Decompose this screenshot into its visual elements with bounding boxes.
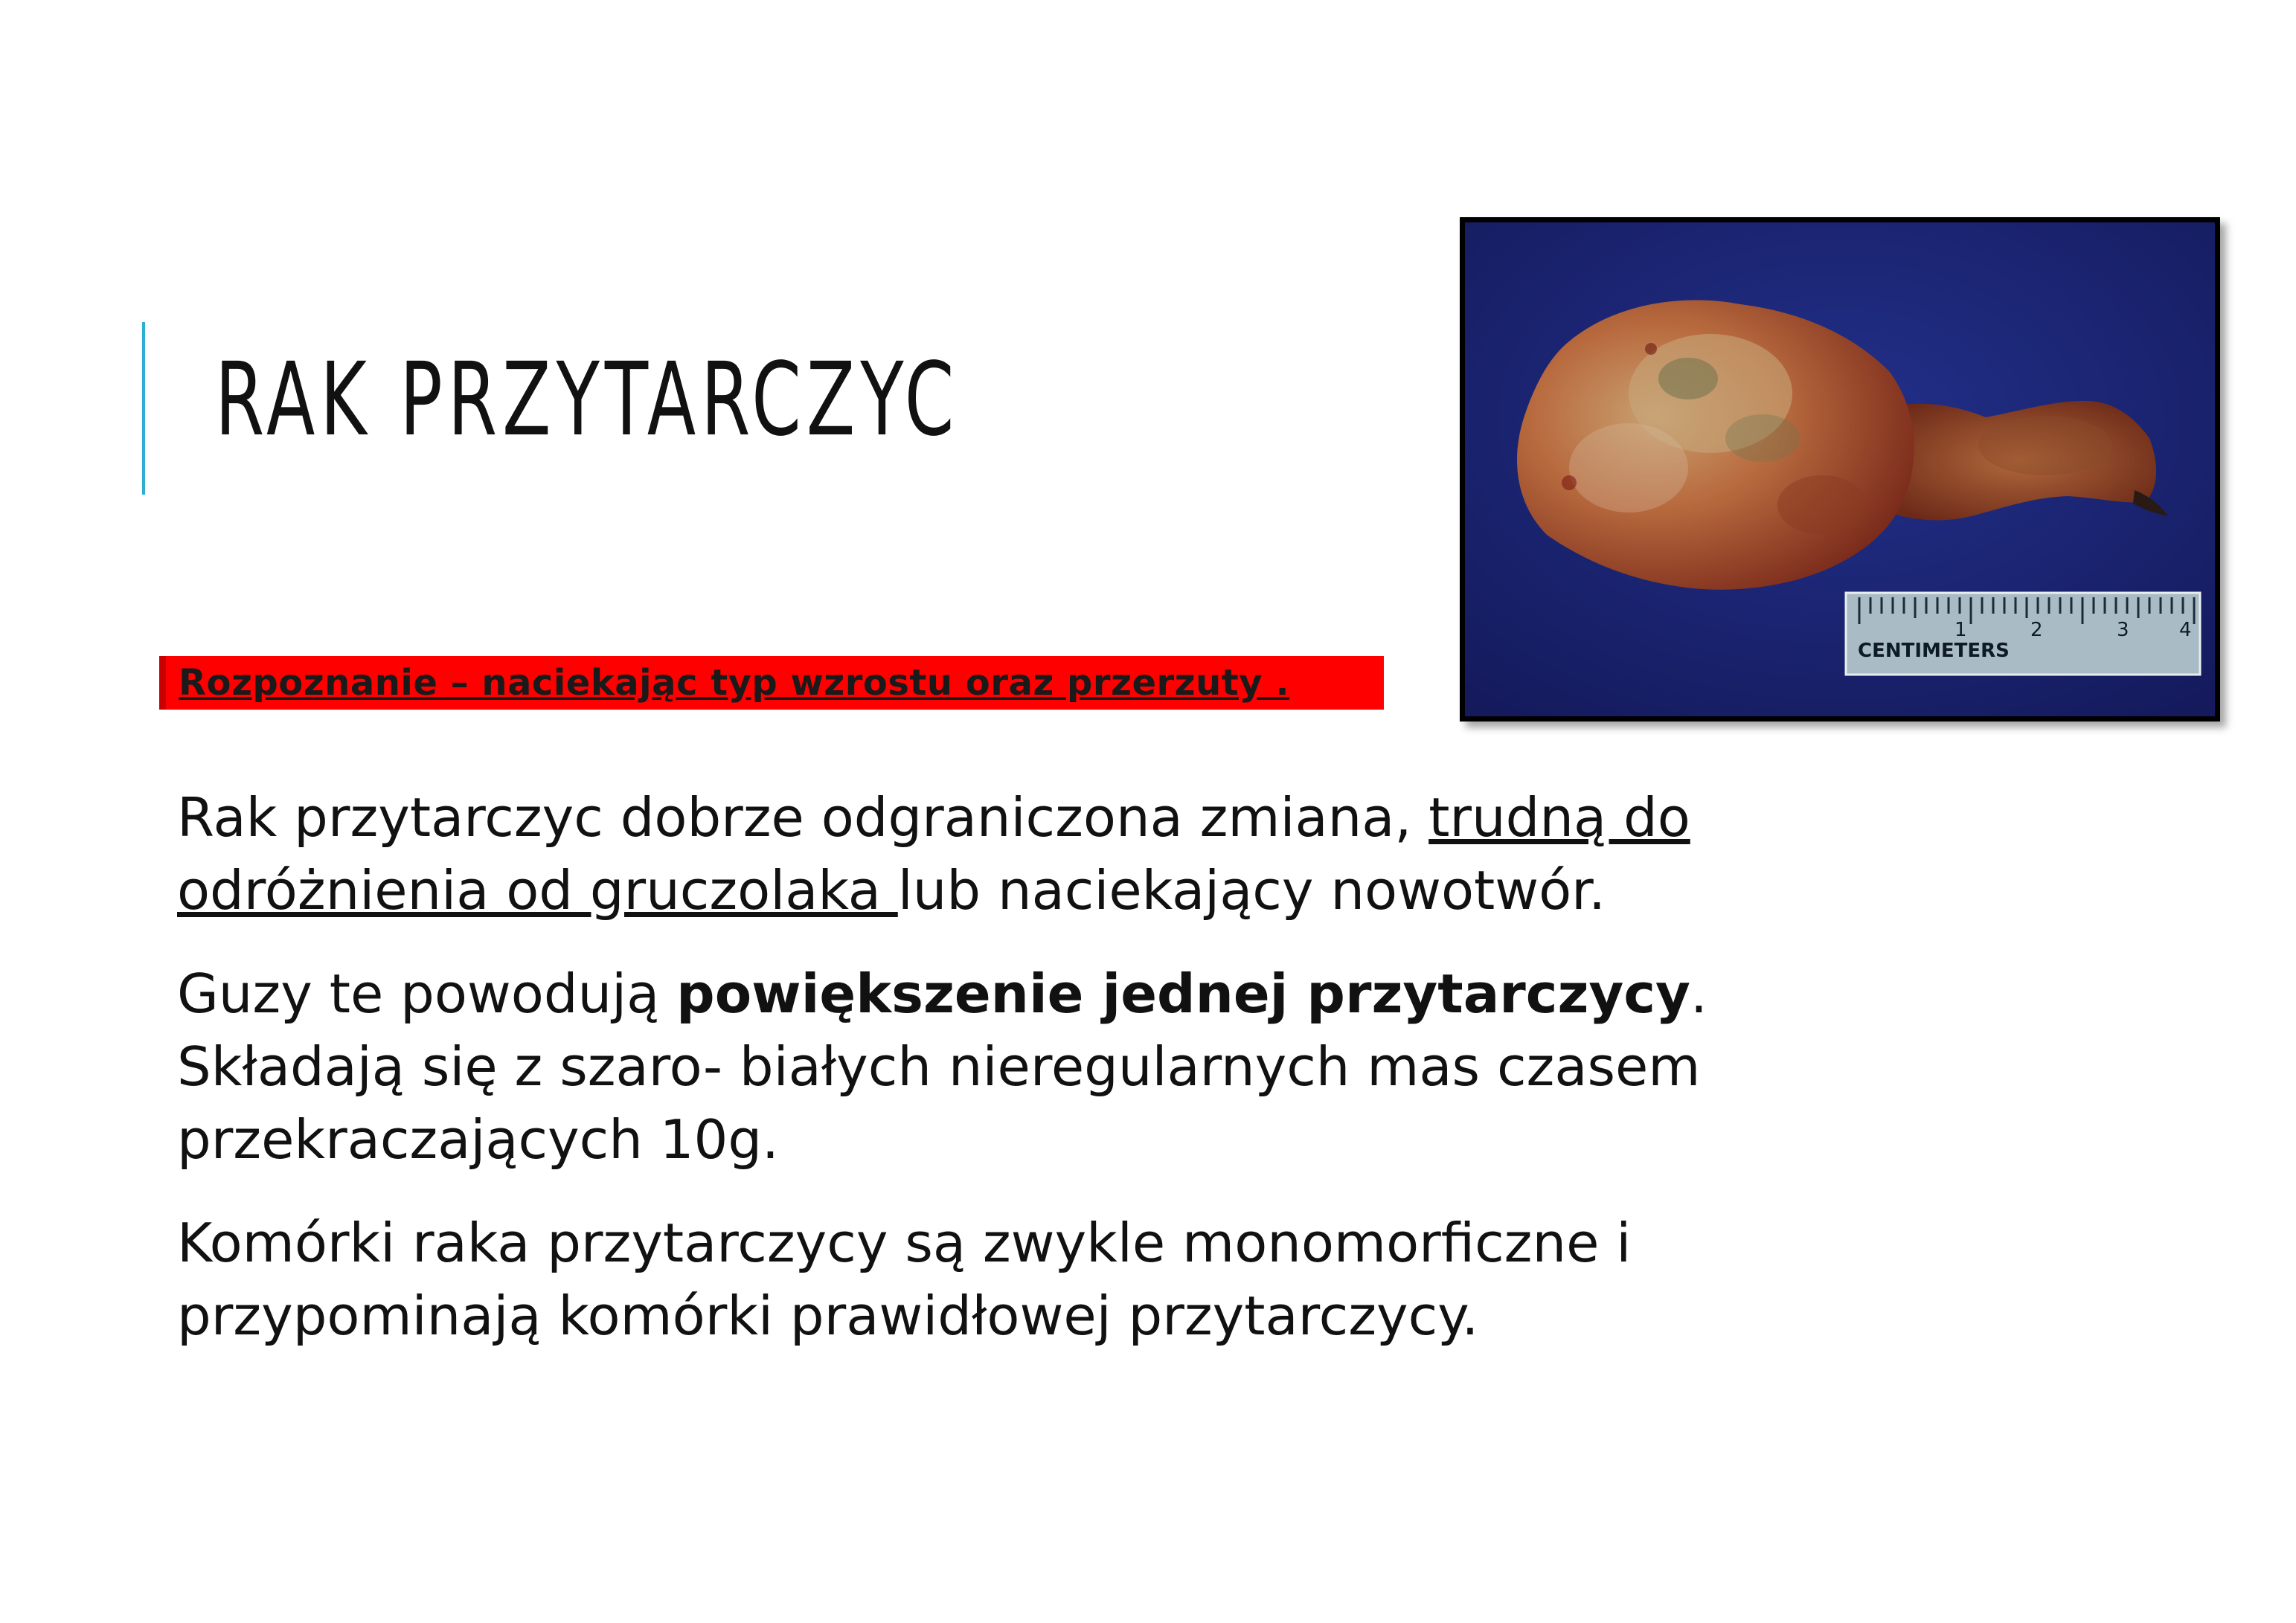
diagnosis-banner <box>159 656 1384 710</box>
title-accent-bar <box>142 322 145 495</box>
specimen-photo-graphic <box>1465 222 2215 716</box>
paragraph-1 <box>177 781 1814 927</box>
ruler-label: CENTIMETERS <box>1858 640 2010 662</box>
paragraph-2 <box>177 957 1814 1176</box>
ruler-number-2: 2 <box>2030 619 2043 641</box>
diagnosis-banner-edge <box>159 656 166 710</box>
paragraph-3: Komórki raka przytarczycy są zwykle monomorficzne i przypominają komórki prawidłowej przytarczycy. <box>177 1212 1632 1347</box>
slide-body <box>177 781 1814 1383</box>
paragraph-1-end: lub naciekający nowotwór. <box>897 859 1606 922</box>
ruler-number-3: 3 <box>2117 619 2129 641</box>
paragraph-2-end: . Składają się z szaro- białych nieregularnych mas czasem przekraczających 10g. <box>177 962 1707 1171</box>
diagnosis-text: Rozpoznanie – naciekając typ wzrostu oraz przerzuty . <box>179 662 1289 704</box>
slide-title: RAK PRZYTARCZYC <box>215 341 960 459</box>
paragraph-2-text: Guzy te powodują <box>177 962 677 1025</box>
ruler-number-1: 1 <box>1955 619 1967 641</box>
paragraph-2-bold: powiększenie jednej przytarczycy <box>676 962 1690 1025</box>
paragraph-1-text: Rak przytarczyc dobrze odgraniczona zmiana, <box>177 786 1429 849</box>
ruler-number-4: 4 <box>2179 619 2192 641</box>
specimen-photo <box>1460 217 2220 721</box>
paragraph-1-underlined: trudną do odróżnienia od gruczolaka <box>177 786 1690 922</box>
centimeter-ruler <box>1846 593 2200 675</box>
